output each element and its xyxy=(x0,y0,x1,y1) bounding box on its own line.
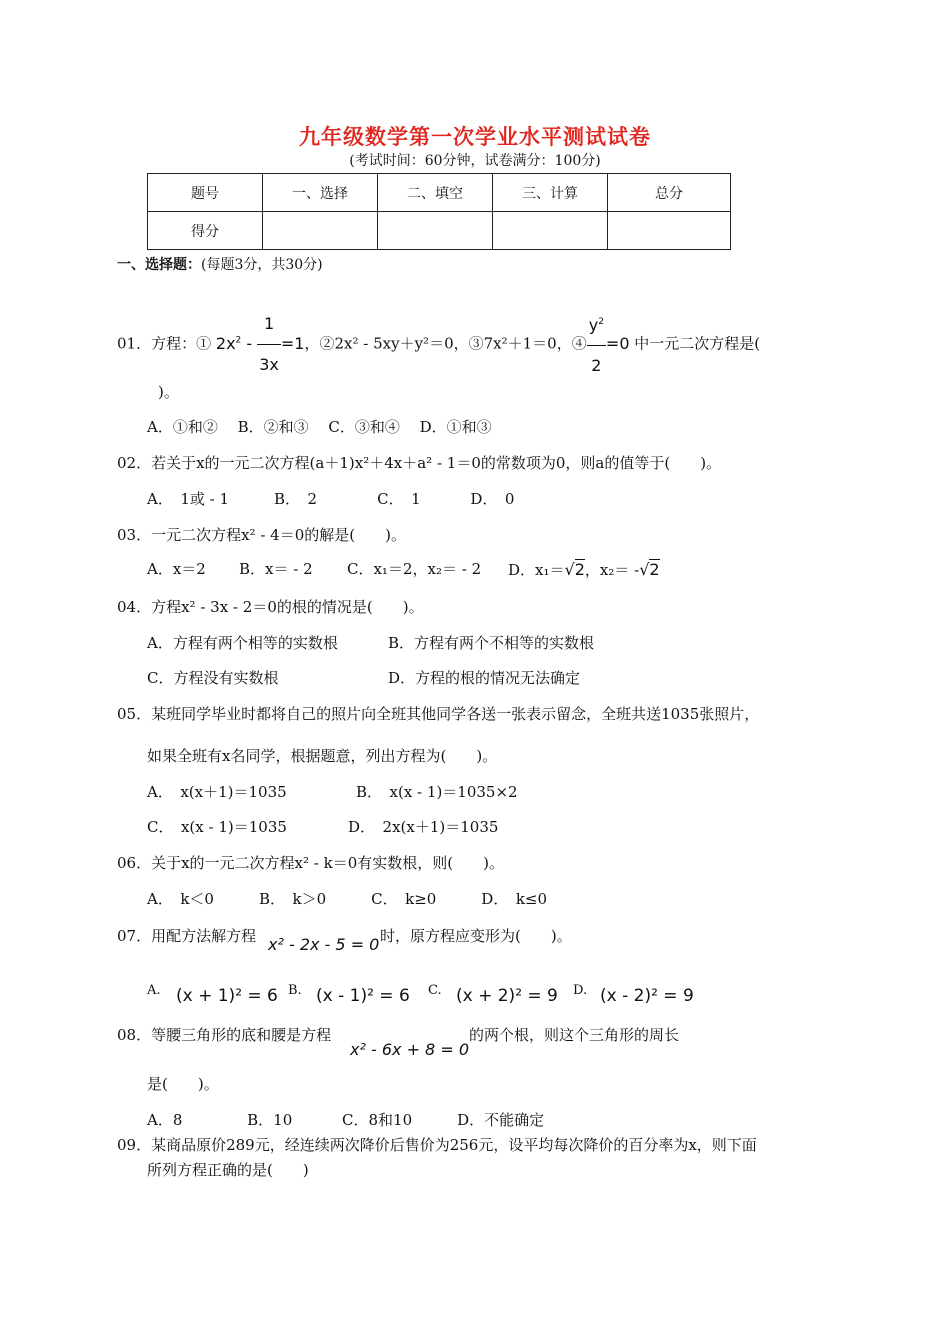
equation: x² - 2x - 5 = 0 xyxy=(268,935,380,954)
page-title: 九年级数学第一次学业水平测试试卷 xyxy=(299,124,651,149)
eq-term: =1 xyxy=(280,333,305,353)
answer-option-a: A．x＝2 xyxy=(147,560,206,578)
question-03: 03．一元二次方程x² - 4＝0的解是( )。 xyxy=(117,526,406,544)
question-continuation: 是( )。 xyxy=(147,1075,219,1093)
question-text: ，②2x² - 5xy＋y²＝0，③7x²＋1＝0，④ xyxy=(304,334,587,353)
question-06: 06．关于x的一元二次方程x² - k＝0有实数根，则( )。 xyxy=(117,854,504,872)
section-note: (每题3分，共30分) xyxy=(201,257,323,273)
question-07-suffix: 时，原方程应变形为( )。 xyxy=(380,927,572,945)
sqrt: √2 xyxy=(639,560,660,579)
option-label-d: D. xyxy=(573,983,588,998)
score-cell xyxy=(263,212,378,250)
equation-4 xyxy=(587,315,630,376)
equation: x² - 6x + 8 = 0 xyxy=(350,1040,469,1059)
answer-option-a: A．方程有两个相等的实数根 xyxy=(147,634,338,652)
answer-option-b: B．x＝ - 2 xyxy=(239,560,313,578)
question-continuation: 所列方程正确的是( ) xyxy=(147,1161,309,1179)
eq-term: y xyxy=(588,315,599,335)
answer-option-d: D． 2x(x＋1)＝1035 xyxy=(348,818,499,836)
eq-term: 2x xyxy=(215,333,236,353)
option-label-a: A. xyxy=(147,983,161,998)
question-text: 方程：① xyxy=(151,334,212,353)
option-text: ，x₂＝ - xyxy=(584,561,640,579)
answer-option-b: B． x(x - 1)＝1035×2 xyxy=(356,783,518,801)
question-continuation: 如果全班有x名同学，根据题意，列出方程为( )。 xyxy=(147,747,498,765)
radicand: 2 xyxy=(574,560,585,579)
numerator: $y^2$ xyxy=(587,302,606,346)
answer-option-b: B．方程有两个不相等的实数根 xyxy=(388,634,595,652)
fraction xyxy=(587,302,606,386)
eq-term: =0 xyxy=(605,333,630,353)
option-label-b: B. xyxy=(288,983,302,998)
question-07-prefix: 07．用配方法解方程 xyxy=(117,927,257,945)
answer-option-c: C．x₁＝2，x₂＝ - 2 xyxy=(347,560,482,578)
answer-option-a: A． x(x＋1)＝1035 xyxy=(147,783,287,801)
question-04: 04．方程x² - 3x - 2＝0的根的情况是( )。 xyxy=(117,598,424,616)
answer-option-d xyxy=(508,562,660,578)
option-text: D．x₁＝ xyxy=(508,561,565,579)
answer-option-c: (x + 2)² = 9 xyxy=(456,986,558,1006)
answer-option-a: (x + 1)² = 6 xyxy=(176,986,278,1006)
answer-option-b: (x - 1)² = 6 xyxy=(316,986,410,1006)
score-header-cell: 三、计算 xyxy=(493,174,608,212)
answer-option-c: C． x(x - 1)＝1035 xyxy=(147,818,287,836)
score-cell xyxy=(493,212,608,250)
radicand: 2 xyxy=(649,560,660,579)
score-row-label: 得分 xyxy=(148,212,263,250)
question-02: 02．若关于x的一元二次方程(a＋1)x²＋4x＋a² - 1＝0的常数项为0，则a的值等于( )。 xyxy=(117,454,722,472)
question-01 xyxy=(117,302,760,386)
section-title: 一、选择题： xyxy=(117,257,201,273)
numerator: 1 xyxy=(257,304,281,345)
score-header-cell: 总分 xyxy=(608,174,731,212)
question-08-prefix: 08．等腰三角形的底和腰是方程 xyxy=(117,1026,332,1044)
section-heading xyxy=(117,258,323,272)
denominator: 2 xyxy=(591,356,602,376)
question-05: 05．某班同学毕业时都将自己的照片向全班其他同学各送一张表示留念，全班共送1035张照片， xyxy=(117,705,760,723)
score-header-cell: 题号 xyxy=(148,174,263,212)
equation-1: $2x^2$ - $\frac{1}{3x}$ =1 xyxy=(216,334,305,353)
score-table xyxy=(147,173,731,250)
denominator: 3x xyxy=(259,354,279,374)
score-cell xyxy=(378,212,493,250)
score-table-header-row xyxy=(148,174,731,212)
sqrt: √2 xyxy=(564,560,585,579)
answer-options: A．①和② B．②和③ C．③和④ D．①和③ xyxy=(147,418,492,436)
score-table-score-row xyxy=(148,212,731,250)
question-continuation: )。 xyxy=(158,383,179,401)
answer-options: A． 1或 - 1 B． 2 C． 1 D． 0 xyxy=(147,490,515,508)
question-number: 01． xyxy=(117,334,152,353)
answer-options: A． k＜0 B． k＞0 C． k≥0 D． k≤0 xyxy=(147,890,548,908)
page-subtitle: (考试时间：60分钟，试卷满分：100分) xyxy=(349,153,601,169)
fraction xyxy=(257,304,281,385)
question-09: 09．某商品原价289元，经连续两次降价后售价为256元，设平均每次降价的百分率为x，则下面 xyxy=(117,1136,757,1154)
question-text: 中一元二次方程是( xyxy=(634,334,761,353)
answer-option-d: D．方程的根的情况无法确定 xyxy=(388,669,581,687)
option-label-c: C. xyxy=(428,983,442,998)
score-header-cell: 二、填空 xyxy=(378,174,493,212)
score-header-cell: 一、选择 xyxy=(263,174,378,212)
question-08-suffix: 的两个根，则这个三角形的周长 xyxy=(469,1026,680,1044)
score-cell xyxy=(608,212,731,250)
answer-options: A．8 B．10 C．8和10 D．不能确定 xyxy=(147,1111,545,1129)
answer-option-d: (x - 2)² = 9 xyxy=(600,986,694,1006)
answer-option-c: C．方程没有实数根 xyxy=(147,669,279,687)
